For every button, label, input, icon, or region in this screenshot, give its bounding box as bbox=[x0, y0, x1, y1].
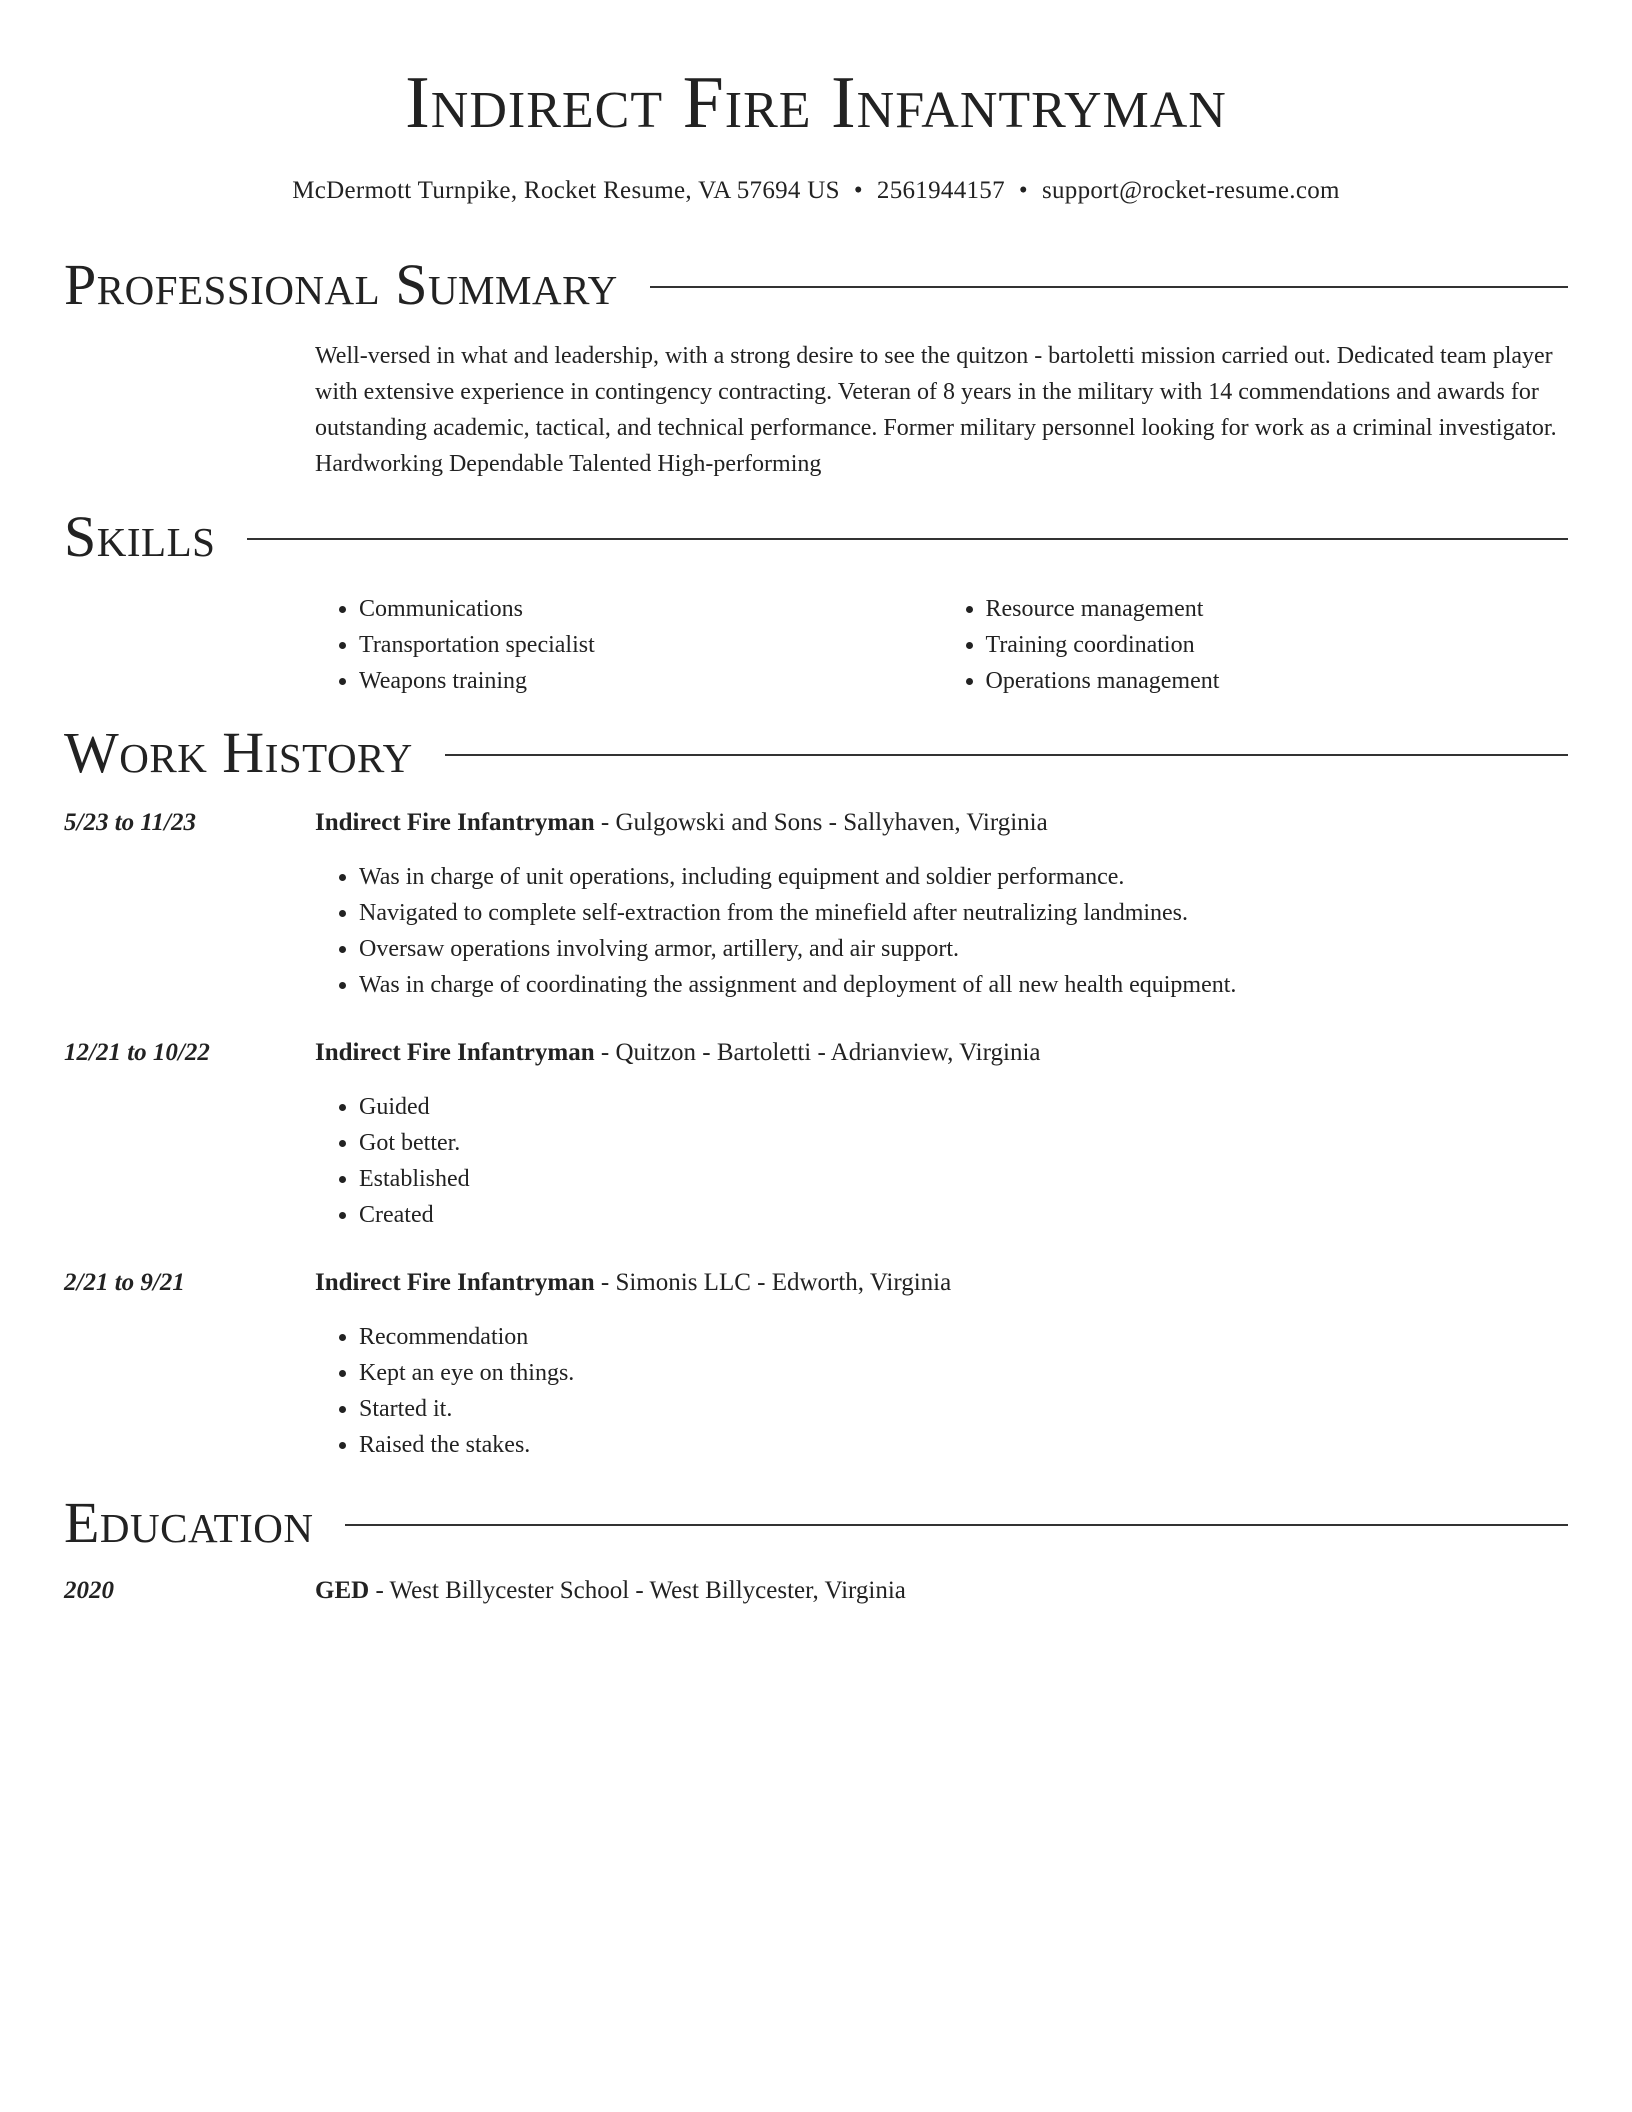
section-title-education: Education bbox=[64, 1490, 314, 1555]
contact-address: McDermott Turnpike, Rocket Resume, VA 57694 US bbox=[292, 177, 840, 204]
skill-item: • Training coordination bbox=[986, 627, 1569, 663]
section-header-skills bbox=[64, 502, 1568, 572]
job-bullet: • Navigated to complete self-extraction from the minefield after neutralizing landmines. bbox=[359, 895, 1568, 931]
candidate-name: Indirect Fire Infantryman bbox=[405, 62, 1227, 144]
section-divider bbox=[445, 754, 1568, 756]
section-header-work bbox=[64, 718, 1568, 788]
job-employer: - Gulgowski and Sons - Sallyhaven, Virginia bbox=[594, 809, 1048, 836]
education-degree: GED bbox=[315, 1577, 370, 1604]
contact-separator: • bbox=[853, 177, 863, 204]
job-bullet: • Guided bbox=[359, 1089, 1568, 1125]
section-header-summary bbox=[64, 250, 1568, 320]
job-bullet: • Got better. bbox=[359, 1125, 1568, 1161]
education-school: - West Billycester School - West Billycester, Virginia bbox=[369, 1577, 906, 1604]
contact-line bbox=[0, 174, 1632, 208]
skill-item: • Transportation specialist bbox=[359, 627, 942, 663]
skill-item: • Communications bbox=[359, 591, 942, 627]
summary-text: Well-versed in what and leadership, with a strong desire to see the quitzon - bartoletti mission carried out. Dedicated team player with extensive experience in contingency contracting. Veteran of 8 years in the military with 14 commendations and awards for outstanding academic, tactical, and technical performance. Former military personnel looking for work as a criminal investigator. Hardworking Dependable Talented High-performing bbox=[315, 343, 1557, 477]
job-title: Indirect Fire Infantryman bbox=[315, 809, 595, 836]
job-date: 12/21 to 10/22 bbox=[64, 1039, 210, 1066]
job-bullet: • Raised the stakes. bbox=[359, 1427, 1568, 1463]
contact-separator: • bbox=[1018, 177, 1028, 204]
job-bullet: • Created bbox=[359, 1197, 1568, 1233]
education-line bbox=[315, 1573, 906, 1609]
job-bullet: • Kept an eye on things. bbox=[359, 1355, 1568, 1391]
section-title-work: Work History bbox=[64, 720, 413, 785]
job-date: 2/21 to 9/21 bbox=[64, 1269, 185, 1296]
section-title-skills: Skills bbox=[64, 504, 216, 569]
job-bullets bbox=[315, 1089, 1568, 1233]
contact-phone: 2561944157 bbox=[876, 177, 1005, 204]
job-title: Indirect Fire Infantryman bbox=[315, 1039, 595, 1066]
section-divider bbox=[650, 286, 1568, 288]
job-bullet: • Established bbox=[359, 1161, 1568, 1197]
job-bullets bbox=[315, 1319, 1568, 1463]
section-divider bbox=[247, 538, 1568, 540]
job-employer: - Simonis LLC - Edworth, Virginia bbox=[594, 1269, 952, 1296]
contact-email: support@rocket-resume.com bbox=[1041, 177, 1340, 204]
skill-item: • Weapons training bbox=[359, 663, 942, 699]
job-bullet: • Was in charge of unit operations, including equipment and soldier performance. bbox=[359, 859, 1568, 895]
job-bullet: • Recommendation bbox=[359, 1319, 1568, 1355]
job-bullet: • Oversaw operations involving armor, artillery, and air support. bbox=[359, 931, 1568, 967]
job-bullets bbox=[315, 859, 1568, 1003]
skills-column-right bbox=[942, 591, 1569, 699]
skill-item: • Operations management bbox=[986, 663, 1569, 699]
skills-list bbox=[315, 591, 1568, 699]
job-date: 5/23 to 11/23 bbox=[64, 809, 196, 836]
skills-column-left bbox=[315, 591, 942, 699]
section-title-summary: Professional Summary bbox=[64, 252, 618, 317]
job-employer: - Quitzon - Bartoletti - Adrianview, Virginia bbox=[594, 1039, 1041, 1066]
job-bullet: • Started it. bbox=[359, 1391, 1568, 1427]
section-header-education bbox=[64, 1488, 1568, 1558]
job-title-line bbox=[315, 1265, 951, 1301]
job-title-line bbox=[315, 1035, 1041, 1071]
education-date: 2020 bbox=[64, 1577, 114, 1604]
job-title-line bbox=[315, 805, 1048, 841]
job-bullet: • Was in charge of coordinating the assignment and deployment of all new health equipment. bbox=[359, 967, 1568, 1003]
section-divider bbox=[345, 1524, 1568, 1526]
job-title: Indirect Fire Infantryman bbox=[315, 1269, 595, 1296]
skill-item: • Resource management bbox=[986, 591, 1569, 627]
